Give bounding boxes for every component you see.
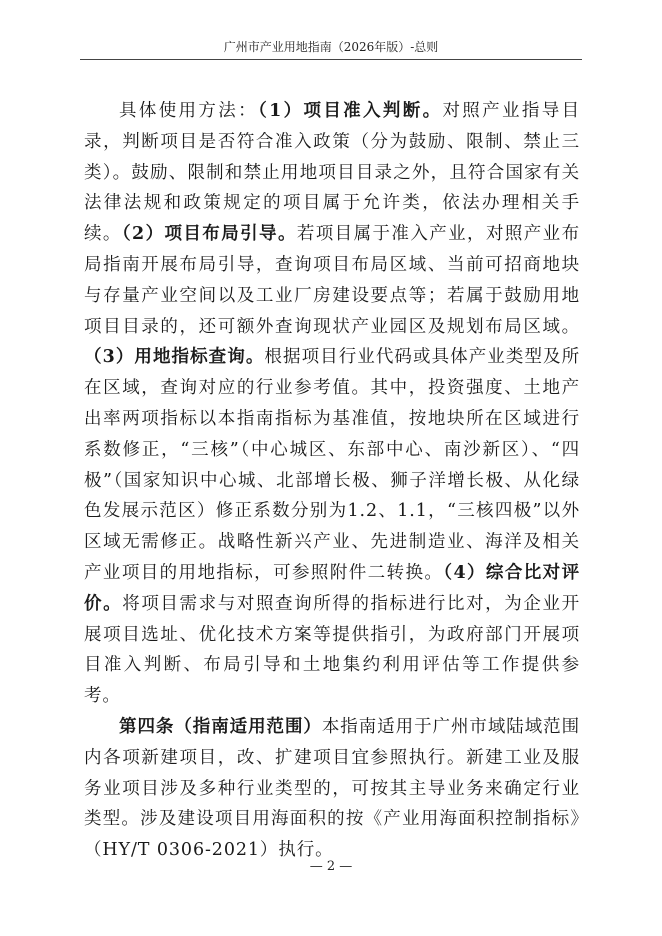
article-four-heading: 第四条（指南适用范围）	[119, 716, 322, 737]
step2-heading: （2）项目布局引导。	[121, 224, 297, 245]
article-four-paragraph	[84, 712, 580, 866]
step2-text: 若项目属于准入产业，对照产业布局指南开展布局引导，查询项目布局区域、当前可招商地块与存量产业空间以及工业厂房建设要点等；若属于鼓励用地项目目录的，还可额外查询现状产业园区及规划布局区域。	[84, 224, 580, 337]
usage-method-paragraph	[84, 96, 580, 712]
step1-heading: （1）项目准入判断。	[257, 101, 443, 121]
step1-text: 对照产业指导目录，判断项目是否符合准入政策（分为鼓励、限制、禁止三类）。鼓励、限制和禁止用地项目目录之外，且符合国家有关法律法规和政策规定的项目属于允许类，依法办理相关手续。	[84, 101, 580, 245]
running-header: 广州市产业用地指南（2026年版）-总则	[223, 40, 439, 54]
step3-heading: （3）用地指标查询。	[84, 347, 265, 368]
usage-intro-text: 具体使用方法：	[119, 101, 258, 121]
step4-heading: （4）综合比对评价。	[84, 562, 580, 614]
step3-text: 根据项目行业代码或具体产业类型及所在区域，查询对应的行业参考值。其中，投资强度、土地产出率两项指标以本指南指标为基准值，按地块所在区域进行系数修正，“三核”（中心城区、东部中心、南沙新区）、“四极”（国家知识中心城、北部增长极、狮子洋增长极、从化绿色发展示范区）修正系数分别为1.2、1.1，“三核四极”以外区域无需修正。战略性新兴产业、先进制造业、海洋及相关产业项目的用地指标，可参照附件二转换。	[84, 347, 580, 583]
document-body	[84, 96, 580, 866]
header-divider	[80, 59, 582, 60]
article-four-text: 本指南适用于广州市域陆域范围内各项新建项目，改、扩建项目宜参照执行。新建工业及服务业项目涉及多种行业类型的，可按其主导业务来确定行业类型。涉及建设项目用海面积的按《产业用海面积控制指标》（HY/T 0306-2021）执行。	[84, 716, 580, 861]
step4-text: 将项目需求与对照查询所得的指标进行比对，为企业开展项目选址、优化技术方案等提供指引，为政府部门开展项目准入判断、布局引导和土地集约利用评估等工作提供参考。	[84, 593, 580, 707]
page-number: — 2 —	[309, 859, 353, 874]
